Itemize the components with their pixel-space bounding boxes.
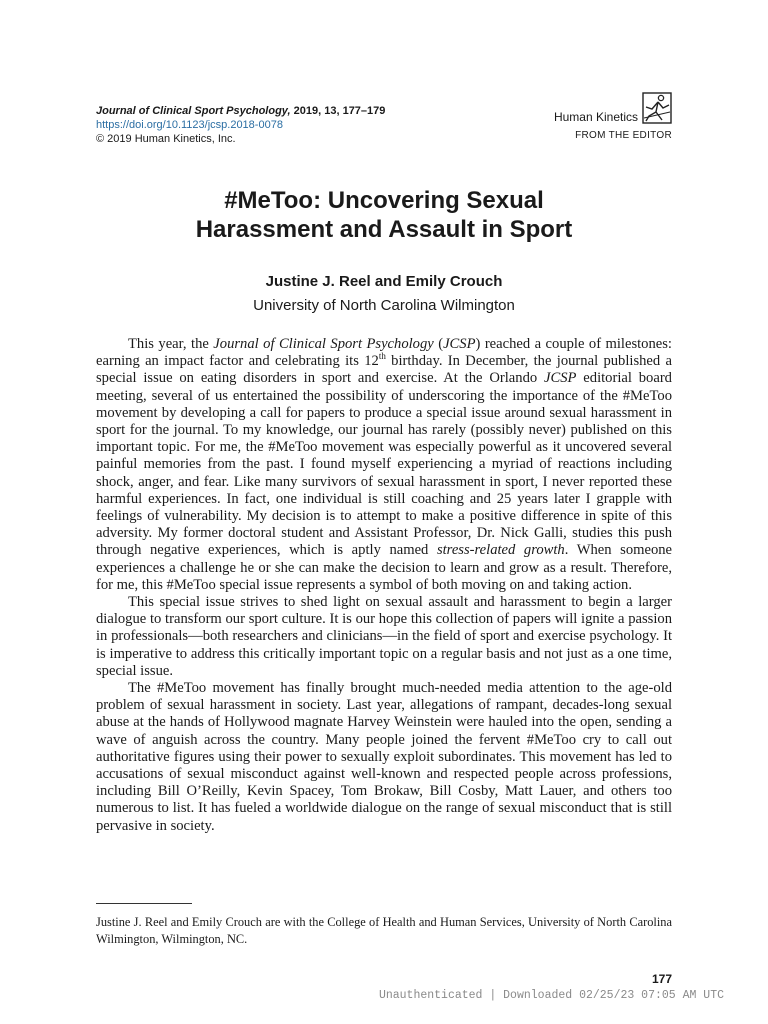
human-kinetics-logo-icon <box>642 92 672 124</box>
title-line: #MeToo: Uncovering Sexual <box>224 187 544 214</box>
authors: Justine J. Reel and Emily Crouch <box>265 273 503 290</box>
paragraph: This special issue strives to shed light on sexual assault and harassment to begin a larger dialogue to transform our sport culture. It is our hope this collection of papers will ignite a passion in professionals—both researchers and clinicians—in the field of sport and exercise psychology. It is imperative to address this critically important topic on a regular basis and not just as a one time, special issue. <box>96 594 672 679</box>
publisher-block <box>554 92 672 141</box>
affiliation: University of North Carolina Wilmington <box>253 297 515 314</box>
copyright: © 2019 Human Kinetics, Inc. <box>96 133 236 145</box>
title-line: Harassment and Assault in Sport <box>195 216 573 243</box>
page-number: 177 <box>651 972 672 986</box>
volume-pages: 2019, 13, 177–179 <box>293 105 386 117</box>
paragraph: The #MeToo movement has finally brought much-needed media attention to the age-old problem of sexual harassment in society. Last year, allegations of rampant, decades-long sexual abuse at the hands of Hollywood magnate Harvey Weinstein were hauled into the open, sending a wave of anguish across the country. Many people joined the fervent #MeToo cry to call out authoritative figures using their power to sexually exploit subordinates. This movement has led to accusations of sexual misconduct against well-known and respected people across professions, including Bill O’Reilly, Kevin Spacey, Tom Brokaw, Bill Cosby, Matt Lauer, and others too numerous to list. It has fueled a worldwide dialogue on the range of sexual misconduct that is still pervasive in society. <box>96 680 672 834</box>
section-label: FROM THE EDITOR <box>575 130 672 141</box>
article-title <box>96 186 672 244</box>
publisher-name: Human Kinetics <box>553 110 638 124</box>
citation-block <box>96 104 385 146</box>
doi-link[interactable]: https://doi.org/10.1123/jcsp.2018-0078 <box>96 119 283 131</box>
paragraph: This year, the Journal of Clinical Sport Psychology (JCSP) reached a couple of milestones: earning an impact factor and celebrating its 12th birthday. In December, the journal published a special issue on eating disorders in sport and exercise. At the Orlando JCSP editorial board meeting, several of us entertained the possibility of underscoring the importance of the #MeToo movement by developing a call for papers to produce a special issue around sexual harassment in sport for the journal. To my knowledge, our journal has rarely (possibly never) published on this important topic. For me, the #MeToo movement was especially powerful as it uncovered several painful memories from the past. I found myself experiencing a myriad of reactions including shock, anger, and fear. Like many survivors of sexual harassment in sport, I never reported these harmful experiences. In fact, one individual is still coaching and 25 years later I grapple with feelings of vulnerability. My decision is to attempt to make a positive difference in spite of this adversity. My former doctoral student and Assistant Professor, Dr. Nick Galli, studies this push through negative experiences, which is aptly named stress-related growth. When someone experiences a challenge he or she can make the decision to learn and grow as a result. Therefore, for me, this #MeToo special issue represents a symbol of both moving on and taking action. <box>96 336 673 593</box>
article-body <box>96 336 672 835</box>
download-watermark: Unauthenticated | Downloaded 02/25/23 07:05 AM UTC <box>378 989 724 1002</box>
citation-line <box>96 104 385 118</box>
journal-name: Journal of Clinical Sport Psychology, <box>96 105 291 117</box>
author-footnote: Justine J. Reel and Emily Crouch are with the College of Health and Human Services, University of North Carolina Wilmington, Wilmington, NC. <box>96 915 672 946</box>
footnote-divider <box>96 903 192 904</box>
